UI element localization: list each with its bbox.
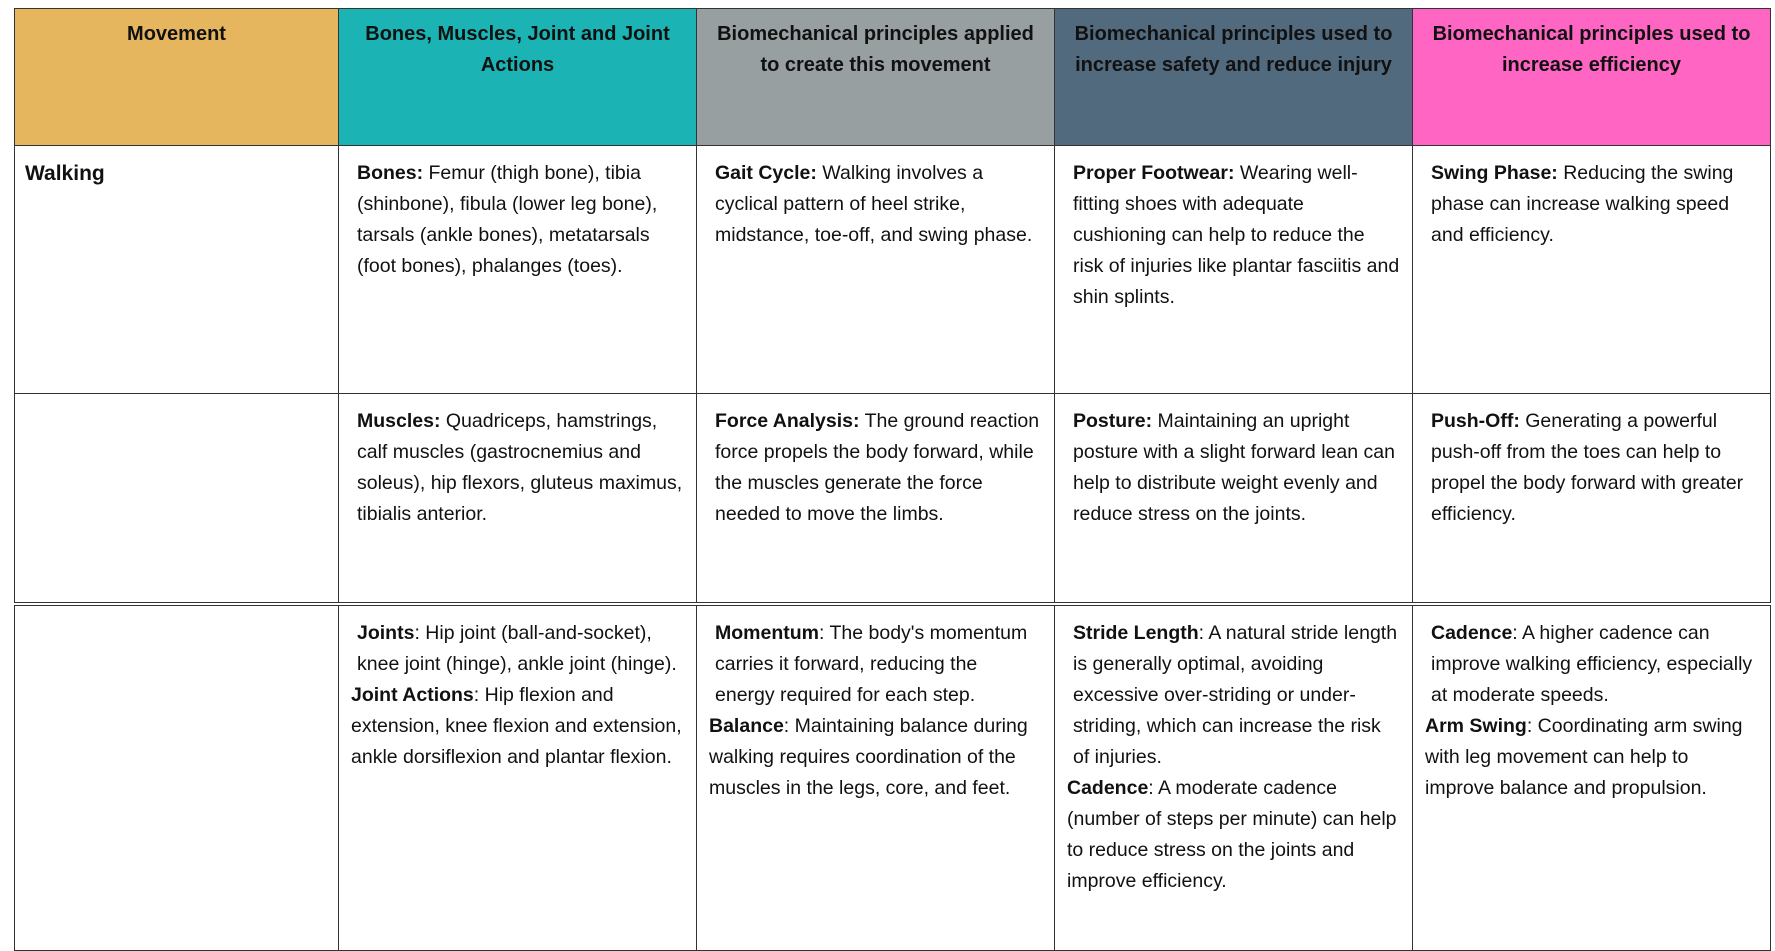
entry-term: Momentum (715, 622, 819, 644)
biomechanics-table (14, 8, 1771, 951)
entry (709, 618, 1042, 711)
entry-term: Joint Actions (351, 684, 474, 706)
entry (351, 618, 684, 680)
anatomy-cell (339, 394, 697, 605)
header-principles-safety: Biomechanical principles used to increase safety and reduce injury (1055, 9, 1413, 146)
entry-text: : Coordinating arm swing with leg movement can help to improve balance and propulsion. (1425, 715, 1743, 799)
entry (709, 158, 1042, 251)
anatomy-cell (339, 604, 697, 951)
entry (1425, 618, 1758, 711)
entry-term: Swing Phase: (1431, 162, 1558, 184)
header-movement: Movement (15, 9, 339, 146)
entry (709, 406, 1042, 530)
entry-text: : A higher cadence can improve walking efficiency, especially at moderate speeds. (1431, 622, 1753, 706)
entry-term: Cadence (1431, 622, 1513, 644)
header-principles-efficiency: Biomechanical principles used to increase efficiency (1413, 9, 1771, 146)
entry-term: Force Analysis: (715, 410, 860, 432)
entry (351, 406, 684, 530)
entry (1067, 773, 1400, 897)
entry (1067, 618, 1400, 773)
entry (1067, 158, 1400, 313)
movement-cell (15, 604, 339, 951)
entry (709, 711, 1042, 804)
entry-text: Generating a powerful push-off from the toes can help to propel the body forward with greater efficiency. (1431, 410, 1744, 525)
entry-text: : Maintaining balance during walking requires coordination of the muscles in the legs, core, and feet. (709, 715, 1028, 799)
entry-text: Walking involves a cyclical pattern of heel strike, midstance, toe-off, and swing phase. (715, 162, 1033, 246)
entry-term: Gait Cycle: (715, 162, 817, 184)
entry (1067, 406, 1400, 530)
entry (351, 680, 684, 773)
anatomy-cell (339, 146, 697, 394)
entry-term: Posture: (1073, 410, 1153, 432)
header-principles-create: Biomechanical principles applied to create this movement (697, 9, 1055, 146)
efficiency-cell (1413, 394, 1771, 605)
entry-term: Stride Length (1073, 622, 1199, 644)
efficiency-cell (1413, 146, 1771, 394)
header-row (15, 9, 1771, 146)
entry (351, 158, 684, 282)
entry-text: Quadriceps, hamstrings, calf muscles (gastrocnemius and soleus), hip flexors, gluteus maximus, tibialis anterior. (357, 410, 683, 525)
entry-text: : The body's momentum carries it forward, reducing the energy required for each step. (715, 622, 1028, 706)
header-anatomy: Bones, Muscles, Joint and Joint Actions (339, 9, 697, 146)
entry-term: Muscles: (357, 410, 441, 432)
entry (1425, 158, 1758, 251)
entry-term: Push-Off: (1431, 410, 1520, 432)
entry-text: : A natural stride length is generally optimal, avoiding excessive over-striding or under-striding, which can increase the risk of injuries. (1073, 622, 1398, 768)
entry-text: : A moderate cadence (number of steps per minute) can help to reduce stress on the joints and improve efficiency. (1067, 777, 1397, 892)
safety-cell (1055, 394, 1413, 605)
entry-text: The ground reaction force propels the body forward, while the muscles generate the force needed to move the limbs. (715, 410, 1040, 525)
entry-term: Cadence (1067, 777, 1149, 799)
entry-term: Bones: (357, 162, 424, 184)
entry-text: Reducing the swing phase can increase walking speed and efficiency. (1431, 162, 1734, 246)
entry-text: Maintaining an upright posture with a slight forward lean can help to distribute weight evenly and reduce stress on the joints. (1073, 410, 1395, 525)
table-row (15, 146, 1771, 394)
create-cell (697, 146, 1055, 394)
entry-text: Wearing well-fitting shoes with adequate cushioning can help to reduce the risk of injuries like plantar fasciitis and shin splints. (1073, 162, 1400, 308)
entry (1425, 711, 1758, 804)
movement-cell: Walking (15, 146, 339, 394)
safety-cell (1055, 604, 1413, 951)
create-cell (697, 394, 1055, 605)
table-row (15, 394, 1771, 605)
entry-text: : Hip flexion and extension, knee flexion and extension, ankle dorsiflexion and plantar flexion. (351, 684, 682, 768)
entry-term: Balance (709, 715, 784, 737)
entry-term: Joints (357, 622, 415, 644)
entry-term: Proper Footwear: (1073, 162, 1235, 184)
entry-text: Femur (thigh bone), tibia (shinbone), fibula (lower leg bone), tarsals (ankle bones), metatarsals (foot bones), phalanges (toes). (357, 162, 658, 277)
table-row (15, 604, 1771, 951)
create-cell (697, 604, 1055, 951)
entry-term: Arm Swing (1425, 715, 1527, 737)
safety-cell (1055, 146, 1413, 394)
movement-cell (15, 394, 339, 605)
entry-text: : Hip joint (ball-and-socket), knee joint (hinge), ankle joint (hinge). (357, 622, 677, 675)
entry (1425, 406, 1758, 530)
efficiency-cell (1413, 604, 1771, 951)
